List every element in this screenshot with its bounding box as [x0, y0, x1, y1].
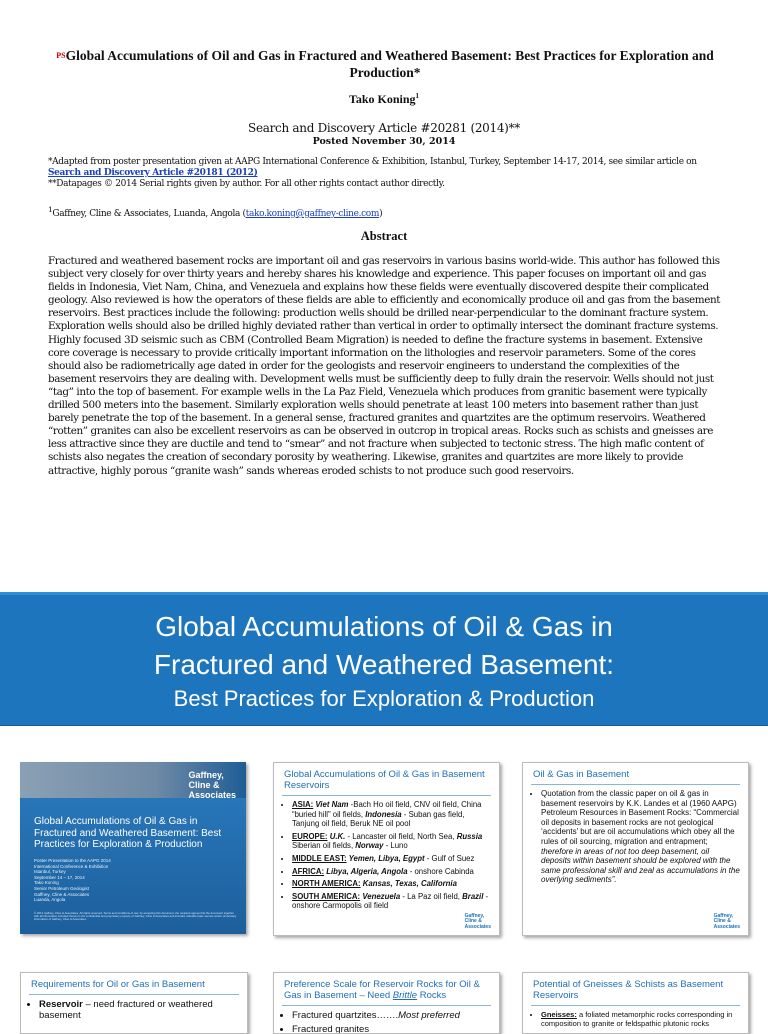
list-item	[292, 1024, 491, 1034]
list-item	[292, 879, 491, 889]
field-text: - Lancaster oil field, North Sea,	[345, 831, 457, 841]
affiliation	[48, 205, 382, 219]
country-text: Venezuela	[360, 891, 401, 901]
item-bold: Gneisses:	[541, 1010, 577, 1019]
slide-gneisses-schists	[522, 972, 749, 1034]
footnote-2: **Datapages © 2014 Serial rights given by author. For all other rights contact author directly.	[48, 179, 445, 189]
slide-title: Oil & Gas in Basement	[533, 769, 630, 780]
banner-line-1: Global Accumulations of Oil & Gas in	[155, 611, 613, 642]
item-text: Fractured granites	[292, 1024, 370, 1034]
region-label: AFRICA:	[292, 866, 325, 876]
logo-line: Associates	[713, 923, 740, 930]
slide-body	[274, 1006, 499, 1034]
country-text: Yemen, Libya, Egypt	[346, 853, 425, 863]
field-text: Siberian oil fields,	[292, 841, 356, 851]
slide-preference-scale	[273, 972, 500, 1034]
posted-date: Posted November 30, 2014	[312, 136, 456, 147]
logo-line: Gaffney,	[464, 912, 485, 919]
document-title	[50, 47, 720, 81]
title-text: Preference Scale for Reservoir Rocks for Oil & Gas in Basement – Need	[284, 979, 480, 1001]
country-text: Brazil	[462, 891, 484, 901]
subtitle-line: September 14 – 17, 2014	[34, 874, 85, 880]
region-label: EUROPE:	[292, 831, 328, 841]
author-text: Tako Koning	[348, 92, 416, 106]
company-logo	[714, 914, 740, 931]
author-sup: 1	[415, 92, 420, 100]
field-text: - La Paz oil field,	[400, 891, 463, 901]
author-name	[0, 92, 768, 107]
title-underlined: Brittle	[392, 990, 418, 1001]
list-item	[292, 854, 491, 864]
field-text: - Suban gas field, Tanjung oil field, Beruk NE oil pool	[292, 809, 465, 829]
field-text: - onshore Cabinda	[407, 866, 474, 876]
slide-body	[523, 785, 748, 885]
slide-body	[21, 995, 247, 1021]
footnote-1	[48, 157, 718, 179]
footnotes	[48, 157, 718, 190]
list-item	[292, 892, 491, 911]
country-text: U.K.	[327, 831, 346, 841]
slide-title: Potential of Gneisses & Schists as Basement Reservoirs	[533, 979, 724, 1001]
country-text: Indonesia	[365, 809, 402, 819]
slide-title	[274, 973, 499, 1001]
slide-requirements	[20, 972, 248, 1034]
poster-banner	[0, 592, 768, 729]
field-text: - Luno	[383, 841, 408, 851]
banner-line-2: Fractured and Weathered Basement:	[153, 649, 615, 680]
abstract-body: Fractured and weathered basement rocks are important oil and gas reservoirs in various basins world-wide. This author has followed this subject very closely for over thirty years and hereby shares his knowledge and experience. This paper focuses on important oil and gas fields in Indonesia, Viet Nam, China, and Venezuela and explains how these fields were eventually discovered despite their complicated geology. Also reviewed is how the operators of these fields are able to efficiently and economically produce oil and gas from the basement reservoirs. Best practices include the following: production wells should be drilled near-perpendicular to the dominant fracture system. Exploration wells should also be drilled highly deviated rather than vertical in order to optimally intersect the dominant fracture systems. Highly focused 3D seismic such as CBM (Controlled Beam Migration) is needed to define the fracture systems in basement. Extensive core coverage is necessary to provide critically important information on the lithologies and reservoir parameters. Some of the cores should also be radiometrically age dated in order for the geologists and reservoir engineers to understand the complexities of the basement reservoirs they are dealing with. Development wells must be sufficiently deep to fully drain the reservoir. Wells should not just “tag” into the top of basement. For example wells in the La Paz Field, Venezuela which produces from granitic basement were typically drilled 500 meters into the basement. Similarly exploration wells should penetrate at least 100 meters into basement rather than just barely penetrate the top of the basement. In a general sense, fractured granites and quartzites are the optimum reservoirs. Weathered “rotten” granites can also be excellent reservoirs as can be observed in outcrop in tropical areas. Rocks such as schists and gneisses are less attractive since they are ductile and tend to “smear” and not fracture when subjected to tectonic stress. The high mafic content of schists also negates the creation of secondary porosity by weathering. Likewise, granites and quartzites are more likely to provide attractive, highly porous “granite wash” sands whereas eroded schists to not produce such good reservoirs.	[48, 255, 720, 477]
country-text: Viet Nam	[313, 800, 349, 809]
item-text: a foliated metamorphic rocks corresponding in composition to granite or feldspathic plutonic rocks	[541, 1010, 733, 1028]
slide-global-accumulations	[273, 762, 500, 936]
list-item	[541, 789, 740, 885]
logo-line: Associates	[464, 923, 491, 930]
company-logo	[465, 914, 491, 931]
search-discovery-link[interactable]: Search and Discovery Article #20181 (2012)	[48, 168, 258, 178]
field-text: - Gulf of Suez	[424, 853, 475, 863]
logo-line: Cline &	[713, 918, 731, 924]
slide-title: Requirements for Oil or Gas in Basement	[31, 979, 205, 990]
region-label: MIDDLE EAST:	[292, 853, 347, 863]
logo-line: Cline &	[464, 918, 482, 924]
field-text: -Bach Ho oil field, CNV oil field, China “buried hill” oil fields,	[292, 800, 482, 819]
subtitle-line: Istanbul, Turkey	[34, 869, 66, 875]
list-item	[39, 999, 239, 1021]
logo-line: Gaffney,	[713, 912, 734, 919]
subtitle-line: Poster Presentation to the AAPG 2014	[34, 858, 111, 863]
region-label: SOUTH AMERICA:	[292, 891, 361, 901]
field-text: - onshore Carmopolis oil field	[292, 891, 489, 911]
slide-body	[274, 796, 499, 911]
banner-line-3: Best Practices for Exploration & Production	[173, 686, 595, 711]
subtitle-line: Tako Koning	[34, 880, 59, 886]
company-logo	[188, 770, 236, 800]
author-email-link[interactable]: tako.koning@gaffney-cline.com	[245, 209, 380, 219]
country-text: Kansas, Texas, California	[360, 879, 457, 889]
region-label: ASIA:	[292, 800, 314, 809]
company-logo-line: Associates	[188, 790, 236, 800]
list-item	[292, 800, 491, 829]
region-label: NORTH AMERICA:	[292, 879, 361, 889]
slide-title: Global Accumulations of Oil & Gas in Basement Reservoirs	[284, 769, 485, 791]
subtitle-line: Luanda, Angola	[34, 897, 66, 903]
slide-fine-print: © 2014 Gaffney, Cline & Associates. All rights reserved. Terms and conditions of use: by accepting this document, the recipient agrees that the document together with all information included therein is the confidential and proprietary property of Gaffney, Cline & Associates and includes valuable trade secrets and/or proprietary information of Gaffney, Cline & Associates.	[34, 911, 237, 922]
slide-body	[523, 1006, 748, 1028]
footnote-1-text: *Adapted from poster presentation given at AAPG International Conference & Exhibition, Istanbul, Turkey, September 14-17, 2014, see similar article on	[48, 157, 697, 167]
country-text: Norway	[355, 841, 384, 851]
quote-text: Quotation from the classic paper on oil & gas in basement reservoirs by K.K. Landes et al (1960 AAPG) Petroleum Resources in Basement Rocks: “Commercial oil deposits in basement rocks are not geological ‘accidents’ but are oil accumulations which obey all the rules of oil sourcing, migration and entrapment;	[541, 789, 739, 846]
item-text: Fractured quartzites…….	[292, 1010, 399, 1021]
item-bold: Reservoir	[39, 999, 83, 1010]
affil-sup: 1	[48, 205, 53, 214]
country-text: Russia	[456, 831, 483, 841]
subtitle-line: Senior Petroleum Geologist	[34, 885, 90, 891]
article-number: Search and Discovery Article #20281 (2014)**	[248, 121, 520, 135]
list-item	[292, 832, 491, 851]
company-logo-line: Cline &	[188, 780, 220, 790]
subtitle-line: Gaffney, Cline & Associates	[34, 891, 90, 897]
ps-mark: PS	[56, 51, 66, 60]
affil-text: Gaffney, Cline & Associates, Luanda, Angola (	[52, 209, 246, 219]
affil-close: )	[379, 209, 383, 219]
title-end: Rocks	[417, 990, 447, 1001]
document-title-text: Global Accumulations of Oil and Gas in Fractured and Weathered Basement: Best Practices for Exploration and Production*	[65, 48, 714, 80]
quote-italic: therefore in areas of not too deep basement, oil deposits within basement should be explored with the same professional skill and zeal as accumulations in the overlying sediments”.	[541, 846, 740, 885]
item-text: – need fractured or weathered basement	[39, 999, 213, 1021]
list-item	[541, 1010, 740, 1028]
list-item	[292, 867, 491, 877]
slide-subtitle	[34, 858, 111, 903]
company-logo-line: Gaffney,	[188, 770, 224, 780]
abstract-heading: Abstract	[360, 229, 408, 243]
subtitle-line: International Conference & Exhibition	[34, 863, 109, 869]
country-text: Libya, Algeria, Angola	[324, 866, 408, 876]
slide-title-card	[20, 762, 246, 934]
slide-title: Global Accumulations of Oil & Gas in Fractured and Weathered Basement: Best Practices for Exploration & Production	[34, 816, 222, 850]
list-item	[292, 1010, 491, 1021]
item-italic: Most preferred	[398, 1010, 460, 1021]
slide-oil-gas-basement	[522, 762, 749, 936]
